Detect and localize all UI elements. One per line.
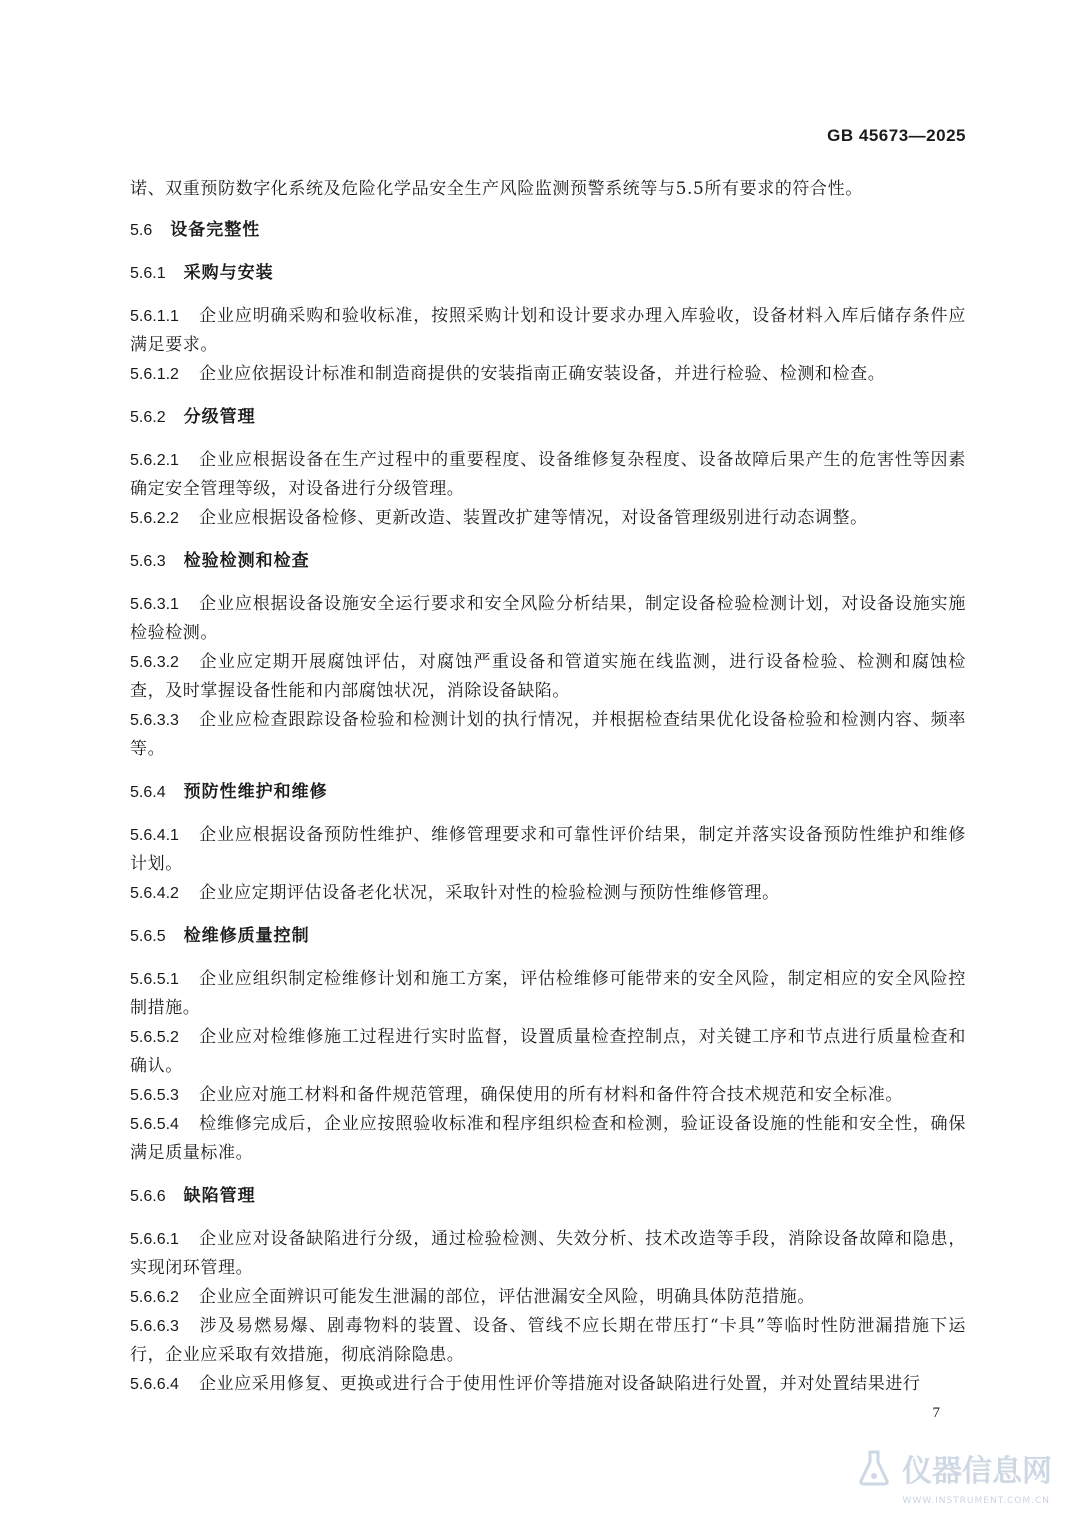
section-heading [130,259,966,288]
clause-text: 企业应采用修复、更换或进行合于使用性评价等措施对设备缺陷进行处置，并对处置结果进行 [198,1374,921,1394]
clause-text: 企业应明确采购和验收标准，按照采购计划和设计要求办理入库验收，设备材料入库后储存条件应满足要求。 [130,306,966,355]
clause-text: 企业应对检维修施工过程进行实时监督，设置质量检查控制点，对关键工序和节点进行质量检查和确认。 [130,1027,966,1076]
clause-paragraph [130,1312,966,1370]
section-title: 采购与安装 [183,263,274,283]
clause-text: 企业应对设备缺陷进行分级，通过检验检测、失效分析、技术改造等手段，消除设备故障和隐患，实现闭环管理。 [130,1229,966,1278]
section-title: 预防性维护和维修 [183,782,328,802]
section-title: 检验检测和检查 [183,551,310,571]
clause-number: 5.6.3.3 [130,712,179,729]
clause-number: 5.6.6.2 [130,1289,179,1306]
section-title: 缺陷管理 [183,1186,256,1206]
clause-number: 5.6.2.2 [130,510,179,527]
clause-number: 5.6.1.2 [130,366,179,383]
clause-number: 5.6.6.4 [130,1376,179,1393]
clause-text: 企业应根据设备设施安全运行要求和安全风险分析结果，制定设备检验检测计划，对设备设施实施检验检测。 [130,594,966,643]
clause-paragraph [130,446,966,504]
section-heading [130,547,966,576]
section-heading [130,1182,966,1211]
clause-number: 5.6.2.1 [130,452,179,469]
clause-number: 5.6.3.1 [130,596,179,613]
clause-text: 企业应组织制定检维修计划和施工方案，评估检维修可能带来的安全风险，制定相应的安全风险控制措施。 [130,969,966,1018]
section-heading [130,778,966,807]
clause-number: 5.6.3 [130,553,166,570]
section-title: 检维修质量控制 [183,926,310,946]
clause-text: 企业应定期开展腐蚀评估，对腐蚀严重设备和管道实施在线监测，进行设备检验、检测和腐蚀检查，及时掌握设备性能和内部腐蚀状况，消除设备缺陷。 [130,652,966,701]
clause-number: 5.6.6 [130,1188,166,1205]
watermark [854,1446,1052,1490]
clause-text: 企业应全面辨识可能发生泄漏的部位，评估泄漏安全风险，明确具体防范措施。 [198,1287,815,1307]
clause-number: 5.6.5.2 [130,1029,179,1046]
clause-text: 企业应根据设备预防性维护、维修管理要求和可靠性评价结果，制定并落实设备预防性维护和维修计划。 [130,825,966,874]
clause-paragraph [130,1370,966,1399]
section-heading [130,216,966,245]
clause-paragraph [130,360,966,389]
clause-number: 5.6.5.4 [130,1116,179,1133]
sections-list [130,216,966,1399]
intro-paragraph: 诺、双重预防数字化系统及危险化学品安全生产风险监测预警系统等与5.5所有要求的符合性。 [130,179,863,199]
watermark-subtext: WWW.INSTRUMENT.COM.CN [902,1496,1050,1506]
clause-number: 5.6.4 [130,784,166,801]
clause-text: 企业应检查跟踪设备检验和检测计划的执行情况，并根据检查结果优化设备检验和检测内容、频率等。 [130,710,966,759]
clause-number: 5.6.1.1 [130,308,179,325]
clause-paragraph [130,1023,966,1081]
clause-paragraph [130,706,966,764]
clause-paragraph [130,821,966,879]
clause-text: 检维修完成后，企业应按照验收标准和程序组织检查和检测，验证设备设施的性能和安全性，确保满足质量标准。 [130,1114,966,1163]
clause-paragraph [130,648,966,706]
clause-paragraph [130,1110,966,1168]
clause-number: 5.6.6.1 [130,1231,179,1248]
clause-paragraph [130,1225,966,1283]
section-heading [130,403,966,432]
page-number: 7 [932,1405,940,1421]
flask-icon [854,1448,894,1488]
watermark-text: 仪器信息网 [902,1454,1052,1489]
clause-paragraph [130,504,966,533]
page-content [130,174,966,1399]
clause-paragraph [130,302,966,360]
clause-text: 企业应对施工材料和备件规范管理，确保使用的所有材料和备件符合技术规范和安全标准。 [198,1085,903,1105]
clause-text: 企业应根据设备检修、更新改造、装置改扩建等情况，对设备管理级别进行动态调整。 [198,508,868,528]
clause-number: 5.6 [130,222,153,239]
clause-text: 企业应定期评估设备老化状况，采取针对性的检验检测与预防性维修管理。 [198,883,780,903]
clause-text: 涉及易燃易爆、剧毒物料的装置、设备、管线不应长期在带压打“卡具”等临时性防泄漏措施下运行，企业应采取有效措施，彻底消除隐患。 [130,1316,966,1365]
clause-number: 5.6.4.1 [130,827,179,844]
standard-number: GB 45673—2025 [827,126,966,145]
clause-number: 5.6.4.2 [130,885,179,902]
clause-paragraph [130,879,966,908]
section-heading [130,922,966,951]
section-title: 设备完整性 [170,220,261,240]
clause-text: 企业应根据设备在生产过程中的重要程度、设备维修复杂程度、设备故障后果产生的危害性等因素确定安全管理等级，对设备进行分级管理。 [130,450,966,499]
clause-number: 5.6.6.3 [130,1318,179,1335]
clause-number: 5.6.1 [130,265,166,282]
clause-number: 5.6.5 [130,928,166,945]
clause-number: 5.6.5.1 [130,971,179,988]
section-title: 分级管理 [183,407,256,427]
clause-number: 5.6.5.3 [130,1087,179,1104]
clause-paragraph [130,590,966,648]
clause-number: 5.6.2 [130,409,166,426]
clause-paragraph [130,965,966,1023]
clause-text: 企业应依据设计标准和制造商提供的安装指南正确安装设备，并进行检验、检测和检查。 [198,364,886,384]
clause-paragraph [130,1081,966,1110]
clause-paragraph [130,1283,966,1312]
clause-number: 5.6.3.2 [130,654,179,671]
